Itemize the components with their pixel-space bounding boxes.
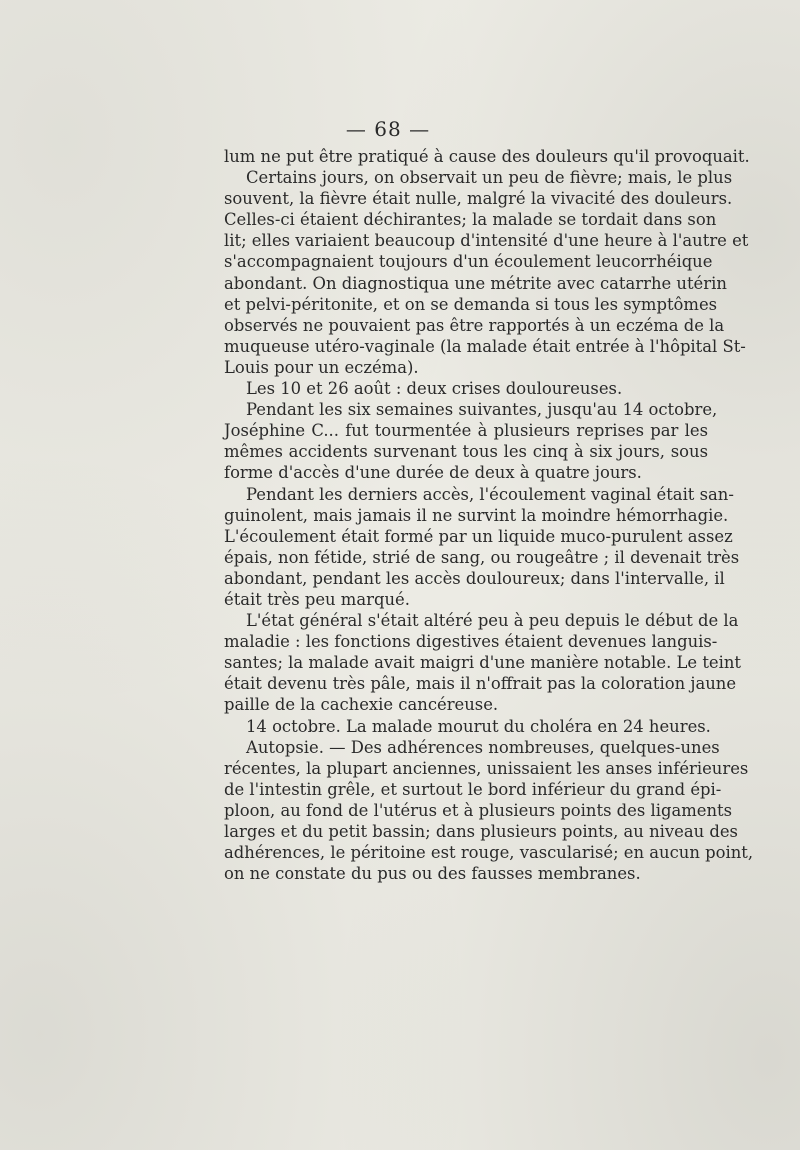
text-line: épais, non fétide, strié de sang, ou rougeâtre ; il devenait très (224, 547, 740, 567)
text-line: était très peu marqué. (224, 589, 410, 609)
text-line: on ne constate du pus ou des fausses membranes. (224, 864, 641, 884)
text-line: observés ne pouvaient pas être rapportés à un eczéma de la (224, 315, 725, 335)
text-line: Pendant les six semaines suivantes, jusqu'au 14 octobre, (246, 400, 718, 420)
text-line: Pendant les derniers accès, l'écoulement vaginal était san- (246, 484, 734, 504)
text-line: L'écoulement était formé par un liquide muco-purulent assez (224, 526, 733, 546)
text-line: était devenu très pâle, mais il n'offrait pas la coloration jaune (224, 674, 737, 694)
text-line: forme d'accès d'une durée de deux à quatre jours. (224, 463, 642, 483)
text-line: Louis pour un eczéma). (224, 357, 419, 377)
text-line: mêmes accidents survenant tous les cinq à six jours, sous (224, 442, 708, 462)
text-line: guinolent, mais jamais il ne survint la moindre hémorrhagie. (224, 505, 729, 525)
text-line: 14 octobre. La malade mourut du choléra en 24 heures. (246, 716, 711, 736)
text-line: et pelvi-péritonite, et on se demanda si tous les symptômes (224, 294, 718, 314)
text-line: ploon, au fond de l'utérus et à plusieurs points des ligaments (224, 800, 733, 820)
text-line: récentes, la plupart anciennes, unissaient les anses inférieures (224, 758, 749, 778)
text-line: Joséphine C... fut tourmentée à plusieurs reprises par les (224, 421, 708, 441)
text-line: muqueuse utéro-vaginale (la malade était entrée à l'hôpital St- (224, 336, 746, 356)
text-line: de l'intestin grêle, et surtout le bord inférieur du grand épi- (224, 779, 722, 799)
text-line: abondant, pendant les accès douloureux; dans l'intervalle, il (224, 568, 725, 588)
text-line: Autopsie. — Des adhérences nombreuses, quelques-unes (246, 737, 720, 757)
text-line: lit; elles variaient beaucoup d'intensité d'une heure à l'autre et (224, 231, 749, 251)
text-line: Les 10 et 26 août : deux crises douloureuses. (246, 379, 623, 399)
text-line: adhérences, le péritoine est rouge, vascularisé; en aucun point, (224, 843, 754, 863)
text-line: L'état général s'était altéré peu à peu depuis le début de la (246, 611, 739, 631)
text-line: paille de la cachexie cancéreuse. (224, 695, 499, 715)
text-line: maladie : les fonctions digestives étaient devenues languis- (224, 632, 718, 652)
text-line: s'accompagnaient toujours d'un écoulement leucorrhéique (224, 252, 713, 272)
body-text (224, 146, 754, 884)
text-line: santes; la malade avait maigri d'une manière notable. Le teint (224, 653, 741, 673)
text-line: souvent, la fièvre était nulle, malgré la vivacité des douleurs. (224, 189, 733, 209)
text-line: Certains jours, on observait un peu de fièvre; mais, le plus (246, 168, 733, 188)
text-line: larges et du petit bassin; dans plusieurs points, au niveau des (224, 822, 738, 841)
page-number: — 68 — (345, 117, 431, 141)
text-line: lum ne put être pratiqué à cause des douleurs qu'il provoquait. (224, 147, 750, 166)
text-line: Celles-ci étaient déchirantes; la malade se tordait dans son (224, 210, 717, 230)
text-line: abondant. On diagnostiqua une métrite avec catarrhe utérin (224, 273, 727, 293)
